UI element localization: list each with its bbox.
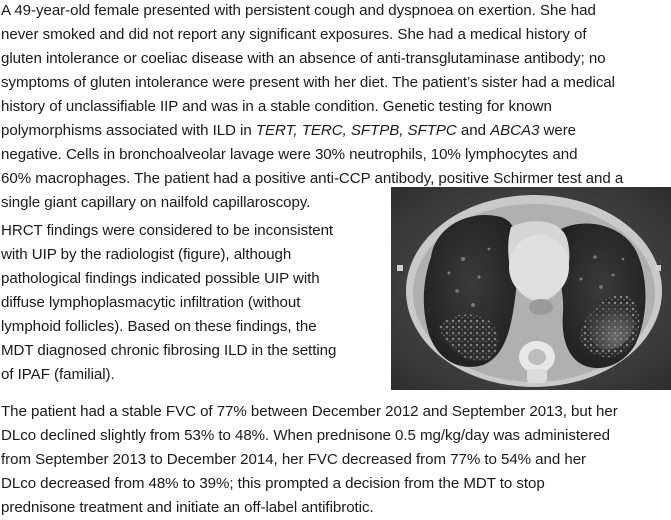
text-line: symptoms of gluten intolerance were present with her diet. The patient’s sister had a medical (1, 74, 615, 91)
text-line: pathological findings indicated possible UIP with (1, 270, 320, 287)
case-history-paragraph (1, 0, 669, 215)
text-segment: and (456, 122, 491, 139)
text-line: MDT diagnosed chronic fibrosing ILD in the setting (1, 342, 337, 359)
text-line: of IPAF (familial). (1, 366, 115, 383)
gene-name-abca3: ABCA3 (490, 122, 540, 139)
text-line: lymphoid follicles). Based on these findings, the (1, 318, 317, 335)
text-line: gluten intolerance or coeliac disease with an absence of anti-transglutaminase antibody; no (1, 50, 606, 67)
text-line: negative. Cells in bronchoalveolar lavage were 30% neutrophils, 10% lymphocytes and (1, 146, 578, 163)
text-segment: were (539, 122, 577, 139)
text-line: history of unclassifiable IIP and was in a stable condition. Genetic testing for known (1, 98, 552, 115)
text-line: never smoked and did not report any significant exposures. She had a medical history of (1, 26, 587, 43)
text-line: DLco decreased from 48% to 39%; this prompted a decision from the MDT to stop (1, 475, 545, 492)
text-line: HRCT findings were considered to be inconsistent (1, 222, 334, 239)
text-line: diffuse lymphoplasmacytic infiltration (without (1, 294, 301, 311)
text-line: DLco declined slightly from 53% to 48%. When prednisone 0.5 mg/kg/day was administered (1, 427, 610, 444)
gene-names: TERT, TERC, SFTPB, SFTPC (255, 122, 457, 139)
hrct-findings-paragraph (1, 219, 379, 387)
text-line: 60% macrophages. The patient had a positive anti-CCP antibody, positive Schirmer test and a (1, 170, 624, 187)
text-line: prednisone treatment and initiate an off-label antifibrotic. (1, 499, 374, 516)
text-segment: polymorphisms associated with ILD in (1, 122, 256, 139)
text-line-genes (1, 119, 669, 143)
text-line: from September 2013 to December 2014, her FVC decreased from 77% to 54% and her (1, 451, 587, 468)
hrct-scan-figure (391, 187, 671, 390)
treatment-course-paragraph (1, 400, 669, 520)
text-line: A 49-year-old female presented with persistent cough and dyspnoea on exertion. She had (1, 2, 596, 19)
text-line: The patient had a stable FVC of 77% between December 2012 and September 2013, but her (1, 403, 618, 420)
text-line: with UIP by the radiologist (figure), although (1, 246, 292, 263)
text-line: single giant capillary on nailfold capillaroscopy. (1, 194, 311, 211)
